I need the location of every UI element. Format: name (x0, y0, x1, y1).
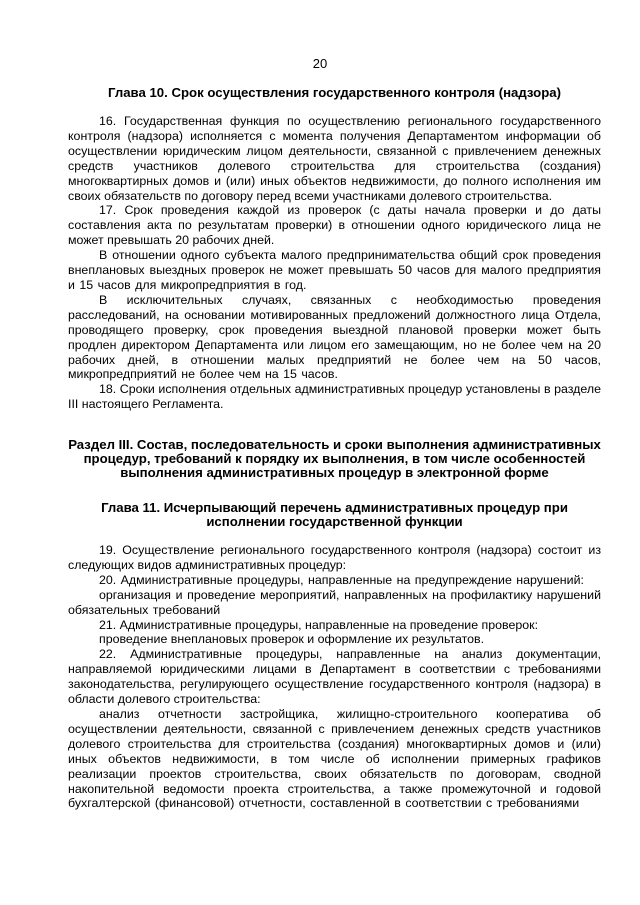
chapter-11-title-line-2: исполнении государственной функции (206, 514, 463, 530)
paragraph-exceptional-cases: В исключительных случаях, связанных с необходимостью проведения расследований, на основании мотивированных предложений должностного лица Отдела, проводящего проверку, срок проведения выездной плановой проверки может быть продлен директором Департамента или лицом его замещающим, но не более чем на 20 рабочих дней, в отношении малых предприятий не более чем на 50 часов, микропредприятий не более чем на 15 часов. (68, 292, 601, 382)
paragraph-21: 21. Административные процедуры, направленные на проведение проверок: (99, 617, 539, 632)
chapter-11-body (68, 543, 601, 811)
chapter-10-title: Глава 10. Срок осуществления государственного контроля (надзора) (108, 85, 561, 100)
paragraph-20: 20. Административные процедуры, направленные на предупреждение нарушений: (99, 572, 584, 587)
paragraph-17: 17. Срок проведения каждой из проверок (с даты начала проверки и до даты составления акта по результатам проверки) в отношении одного юридического лица не может превышать 20 рабочих дней. (68, 203, 601, 248)
paragraph-16: 16. Государственная функция по осуществлению регионального государственного контроля (надзора) исполняется с момента получения Департаментом информации об осуществлении юридическим лицом деятельности, связанной с привлечением денежных средств участников долевого строительства для строительства (создания) многоквартирных домов и (или) иных объектов недвижимости, до полного исполнения им своих обязательств по договору перед всеми участниками долевого строительства. (68, 114, 601, 203)
paragraph-19: 19. Осуществление регионального государственного контроля (надзора) состоит из следующих видов административных процедур: (68, 543, 601, 572)
chapter-10-body (68, 114, 601, 412)
section-3-title (60, 438, 609, 481)
paragraph-22: 22. Административные процедуры, направленные на анализ документации, направляемой юридическими лицами в Департамент в соответствии с требованиями законодательства, регулирующего осуществление государственного контроля (надзора) в области долевого строительства: (68, 647, 601, 707)
chapter-11-title-line-1: Глава 11. Исчерпывающий перечень административных процедур при (101, 500, 568, 515)
page-number: 20 (312, 56, 328, 71)
paragraph-small-business: В отношении одного субъекта малого предпринимательства общий срок проведения внеплановых выездных проверок не может превышать 50 часов для малого предприятия и 15 часов для микропредприятия в год. (68, 248, 601, 292)
chapter-11-title (68, 501, 601, 529)
paragraph-reporting-analysis: анализ отчетности застройщика, жилищно-строительного кооператива об осуществлении деятельности, связанной с привлечением денежных средств участников долевого строительства для строительства (создания) многоквартирных домов и (или) иных объектов недвижимости, в том числе об исполнении примерных графиков реализации проектов строительства, своих обязательств по договорам, сводной накопительной ведомости проекта строительства, а также промежуточной и годовой бухгалтерской (финансовой) отчетности, составленной в соответствии с требованиями (68, 706, 601, 811)
section-3-title-line-3: выполнения административных процедур в электронной форме (120, 465, 549, 481)
section-3-title-line-2: процедур, требований к порядку их выполнения, в том числе особенностей (83, 451, 586, 467)
paragraph-18: 18. Сроки исполнения отдельных административных процедур установлены в разделе III настоящего Регламента. (68, 382, 601, 412)
paragraph-prevention-measures: организация и проведение мероприятий, направленных на профилактику нарушений обязательных требований (68, 587, 601, 617)
paragraph-unscheduled-checks: проведение внеплановых проверок и оформление их результатов. (99, 632, 485, 647)
section-3-title-line-1: Раздел III. Состав, последовательность и сроки выполнения административных (68, 437, 601, 452)
